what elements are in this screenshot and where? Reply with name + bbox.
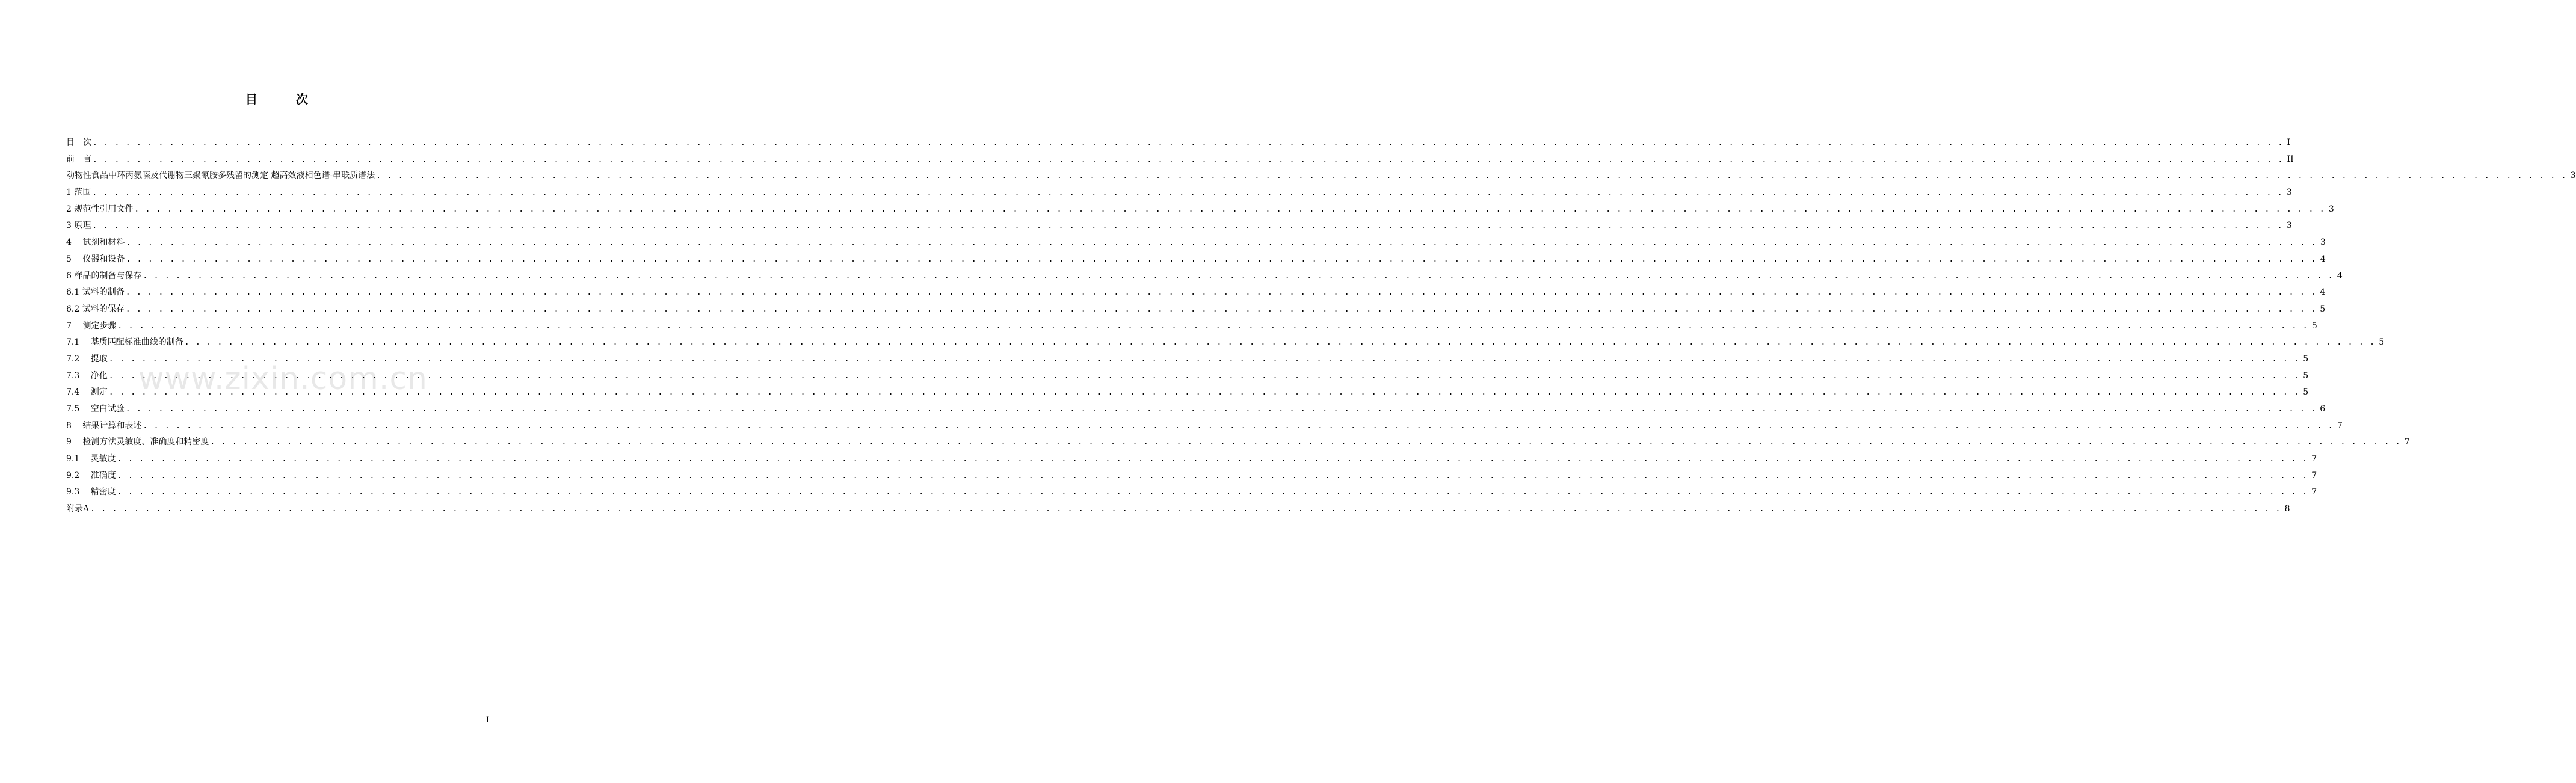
toc-entry[interactable] (66, 218, 2292, 235)
toc-entry-label: 7.1 基质匹配标准曲线的制备 (66, 337, 183, 348)
toc-leader-dots: . . . . . . . . . . . . . . . . . . . . . . . . . . . . . . . . . . . . . . . . . . . . . . . . . . . . . . . . . . . . . . . . . . . . . . . . . . . . . . . . . . . . . . . . . . . . . . . . . . . . . . . . . . . . . . . . . . . . . . . . . . . . . . . . . . . . . . . . . . . . . . . . . . . . . . . . . . . . . . . . . . . . . . . . . . . . . . . . . . . . . . . . . . . . . . . . . . . . . . . . (93, 155, 2284, 164)
toc-leader-dots: . . . . . . . . . . . . . . . . . . . . . . . . . . . . . . . . . . . . . . . . . . . . . . . . . . . . . . . . . . . . . . . . . . . . . . . . . . . . . . . . . . . . . . . . . . . . . . . . . . . . . . . . . . . . . . . . . . . . . . . . . . . . . . . . . . . . . . . . . . . . . . . . . . . . . . . . . . . . . . . . . . . . . . . . . . . . . . . . . . . . . . . . . . . . . . . . . . . . . . . . (92, 221, 2283, 231)
toc-entry[interactable] (66, 235, 2326, 251)
toc-leader-dots: . . . . . . . . . . . . . . . . . . . . . . . . . . . . . . . . . . . . . . . . . . . . . . . . . . . . . . . . . . . . . . . . . . . . . . . . . . . . . . . . . . . . . . . . . . . . . . . . . . . . . . . . . . . . . . . . . . . . . . . . . . . . . . . . . . . . . . . . . . . . . . . . . . . . . . . . . . . . . . . . . . . . . . . . . . . . . . . . . . . . . . . . . . . . . . . . . . . . . . . . (210, 438, 2401, 447)
toc-leader-dots: . . . . . . . . . . . . . . . . . . . . . . . . . . . . . . . . . . . . . . . . . . . . . . . . . . . . . . . . . . . . . . . . . . . . . . . . . . . . . . . . . . . . . . . . . . . . . . . . . . . . . . . . . . . . . . . . . . . . . . . . . . . . . . . . . . . . . . . . . . . . . . . . . . . . . . . . . . . . . . . . . . . . . . . . . . . . . . . . . . . . . . . . . . . . . . . . . . . . . . . . (184, 338, 2376, 348)
toc-entry-label: 7.2 提取 (66, 354, 108, 364)
toc-leader-dots: . . . . . . . . . . . . . . . . . . . . . . . . . . . . . . . . . . . . . . . . . . . . . . . . . . . . . . . . . . . . . . . . . . . . . . . . . . . . . . . . . . . . . . . . . . . . . . . . . . . . . . . . . . . . . . . . . . . . . . . . . . . . . . . . . . . . . . . . . . . . . . . . . . . . . . . . . . . . . . . . . . . . . . . . . . . . . . . . . . . . . . . . . . . . . . . . . . . . . . . . (108, 388, 2300, 398)
toc-entry-page: 7 (2404, 437, 2410, 447)
toc-leader-dots: . . . . . . . . . . . . . . . . . . . . . . . . . . . . . . . . . . . . . . . . . . . . . . . . . . . . . . . . . . . . . . . . . . . . . . . . . . . . . . . . . . . . . . . . . . . . . . . . . . . . . . . . . . . . . . . . . . . . . . . . . . . . . . . . . . . . . . . . . . . . . . . . . . . . . . . . . . . . . . . . . . . . . . . . . . . . . . . . . . . . . . . . . . . . . . . . . . . . . . . . (117, 471, 2308, 481)
toc-entry-page: 5 (2311, 321, 2317, 331)
toc-leader-dots: . . . . . . . . . . . . . . . . . . . . . . . . . . . . . . . . . . . . . . . . . . . . . . . . . . . . . . . . . . . . . . . . . . . . . . . . . . . . . . . . . . . . . . . . . . . . . . . . . . . . . . . . . . . . . . . . . . . . . . . . . . . . . . . . . . . . . . . . . . . . . . . . . . . . . . . . . . . . . . . . . . . . . . . . . . . . . . . . . . . . . . . . . . . . . . . . . . . . . . . . (125, 304, 2317, 314)
toc-entry-page: II (2287, 154, 2294, 164)
toc-entry-page: 4 (2320, 254, 2326, 264)
toc-leader-dots: . . . . . . . . . . . . . . . . . . . . . . . . . . . . . . . . . . . . . . . . . . . . . . . . . . . . . . . . . . . . . . . . . . . . . . . . . . . . . . . . . . . . . . . . . . . . . . . . . . . . . . . . . . . . . . . . . . . . . . . . . . . . . . . . . . . . . . . . . . . . . . . . . . . . . . . . . . . . . . . . . . . . . . . . . . . . . . . . . . . . . . . . . . . . . . . . . . . . . . . . (376, 171, 2567, 181)
toc-entry-label: 7.4 测定 (66, 387, 108, 398)
toc-leader-dots: . . . . . . . . . . . . . . . . . . . . . . . . . . . . . . . . . . . . . . . . . . . . . . . . . . . . . . . . . . . . . . . . . . . . . . . . . . . . . . . . . . . . . . . . . . . . . . . . . . . . . . . . . . . . . . . . . . . . . . . . . . . . . . . . . . . . . . . . . . . . . . . . . . . . . . . . . . . . . . . . . . . . . . . . . . . . . . . . . . . . . . . . . . . . . . . . . . . . . . . . (143, 421, 2334, 431)
toc-entry-label: 附录A (66, 504, 90, 514)
toc-entry[interactable] (66, 334, 2385, 351)
toc-entry-page: 3 (2570, 171, 2576, 181)
toc-entry-page: 7 (2337, 420, 2343, 431)
toc-entry[interactable] (66, 284, 2326, 301)
toc-leader-dots: . . . . . . . . . . . . . . . . . . . . . . . . . . . . . . . . . . . . . . . . . . . . . . . . . . . . . . . . . . . . . . . . . . . . . . . . . . . . . . . . . . . . . . . . . . . . . . . . . . . . . . . . . . . . . . . . . . . . . . . . . . . . . . . . . . . . . . . . . . . . . . . . . . . . . . . . . . . . . . . . . . . . . . . . . . . . . . . . . . . . . . . . . . . . . . . . . . . . . . . . (125, 288, 2317, 298)
toc-leader-dots: . . . . . . . . . . . . . . . . . . . . . . . . . . . . . . . . . . . . . . . . . . . . . . . . . . . . . . . . . . . . . . . . . . . . . . . . . . . . . . . . . . . . . . . . . . . . . . . . . . . . . . . . . . . . . . . . . . . . . . . . . . . . . . . . . . . . . . . . . . . . . . . . . . . . . . . . . . . . . . . . . . . . . . . . . . . . . . . . . . . . . . . . . . . . . . . . . . . . . . . . (108, 354, 2300, 364)
toc-leader-dots: . . . . . . . . . . . . . . . . . . . . . . . . . . . . . . . . . . . . . . . . . . . . . . . . . . . . . . . . . . . . . . . . . . . . . . . . . . . . . . . . . . . . . . . . . . . . . . . . . . . . . . . . . . . . . . . . . . . . . . . . . . . . . . . . . . . . . . . . . . . . . . . . . . . . . . . . . . . . . . . . . . . . . . . . . . . . . . . . . . . . . . . . . . . . . . . . . . . . . . . . (117, 488, 2308, 497)
toc-entry-label: 9 检测方法灵敏度、准确度和精密度 (66, 437, 209, 447)
toc-entry-page: 6 (2320, 404, 2326, 414)
toc-leader-dots: . . . . . . . . . . . . . . . . . . . . . . . . . . . . . . . . . . . . . . . . . . . . . . . . . . . . . . . . . . . . . . . . . . . . . . . . . . . . . . . . . . . . . . . . . . . . . . . . . . . . . . . . . . . . . . . . . . . . . . . . . . . . . . . . . . . . . . . . . . . . . . . . . . . . . . . . . . . . . . . . . . . . . . . . . . . . . . . . . . . . . . . . . . . . . . . . . . . . . . . . (126, 238, 2317, 248)
toc-entry-page: 4 (2320, 287, 2326, 298)
toc-entry[interactable] (66, 135, 2291, 152)
toc-entry[interactable] (66, 318, 2317, 335)
toc-entry[interactable] (66, 434, 2410, 451)
toc-entry-page: 5 (2303, 354, 2309, 364)
toc-entry-label: 3 原理 (66, 221, 91, 231)
toc-entry[interactable] (66, 201, 2334, 218)
toc-entry-label: 7.3 净化 (66, 370, 108, 381)
toc-entry[interactable] (66, 451, 2317, 468)
toc-entry[interactable] (66, 301, 2326, 318)
toc-entry-label: 6 样品的制备与保存 (66, 271, 142, 281)
toc-entry[interactable] (66, 268, 2343, 285)
toc-leader-dots: . . . . . . . . . . . . . . . . . . . . . . . . . . . . . . . . . . . . . . . . . . . . . . . . . . . . . . . . . . . . . . . . . . . . . . . . . . . . . . . . . . . . . . . . . . . . . . . . . . . . . . . . . . . . . . . . . . . . . . . . . . . . . . . . . . . . . . . . . . . . . . . . . . . . . . . . . . . . . . . . . . . . . . . . . . . . . . . . . . . . . . . . . . . . . . . . . . . . . . . . (126, 254, 2317, 264)
toc-entry[interactable] (66, 468, 2317, 485)
toc-leader-dots: . . . . . . . . . . . . . . . . . . . . . . . . . . . . . . . . . . . . . . . . . . . . . . . . . . . . . . . . . . . . . . . . . . . . . . . . . . . . . . . . . . . . . . . . . . . . . . . . . . . . . . . . . . . . . . . . . . . . . . . . . . . . . . . . . . . . . . . . . . . . . . . . . . . . . . . . . . . . . . . . . . . . . . . . . . . . . . . . . . . . . . . . . . . . . . . . . . . . . . . . (117, 321, 2308, 331)
toc-entry-page: 3 (2320, 238, 2326, 248)
toc-entry-label: 6.1 试料的制备 (66, 287, 125, 298)
toc-entry-label: 目 次 (66, 138, 91, 147)
toc-entry-label: 9.3 精密度 (66, 487, 116, 497)
toc-entry-page: 8 (2284, 504, 2290, 514)
toc-entry[interactable] (66, 168, 2576, 185)
toc-entry-page: 4 (2337, 271, 2343, 281)
toc-entry[interactable] (66, 384, 2309, 401)
toc-entry-label: 1 范围 (66, 188, 91, 198)
toc-entry-label: 7.5 空白试验 (66, 404, 125, 414)
toc-entry-page: 3 (2286, 221, 2292, 231)
toc-entry-page: 7 (2311, 454, 2317, 464)
toc-leader-dots: . . . . . . . . . . . . . . . . . . . . . . . . . . . . . . . . . . . . . . . . . . . . . . . . . . . . . . . . . . . . . . . . . . . . . . . . . . . . . . . . . . . . . . . . . . . . . . . . . . . . . . . . . . . . . . . . . . . . . . . . . . . . . . . . . . . . . . . . . . . . . . . . . . . . . . . . . . . . . . . . . . . . . . . . . . . . . . . . . . . . . . . . . . . . . . . . . . . . . . . . (134, 204, 2325, 214)
toc-entry-page: I (2287, 138, 2291, 147)
toc-entry-page: 5 (2379, 337, 2385, 348)
toc-leader-dots: . . . . . . . . . . . . . . . . . . . . . . . . . . . . . . . . . . . . . . . . . . . . . . . . . . . . . . . . . . . . . . . . . . . . . . . . . . . . . . . . . . . . . . . . . . . . . . . . . . . . . . . . . . . . . . . . . . . . . . . . . . . . . . . . . . . . . . . . . . . . . . . . . . . . . . . . . . . . . . . . . . . . . . . . . . . . . . . . . . . . . . . . . . . . . . . . . . . . . . . . (143, 271, 2334, 281)
toc-entry-page: 3 (2328, 204, 2334, 214)
toc-entry-label: 6.2 试料的保存 (66, 304, 125, 314)
toc-entry-label: 8 结果计算和表述 (66, 420, 142, 431)
toc-entry[interactable] (66, 401, 2326, 418)
toc-entry[interactable] (66, 152, 2294, 168)
table-of-contents (66, 135, 2576, 518)
toc-entry-page: 7 (2311, 470, 2317, 481)
toc-entry-label: 前 言 (66, 154, 91, 164)
toc-entry-label: 9.2 准确度 (66, 470, 116, 481)
toc-entry-label: 7 测定步骤 (66, 321, 117, 331)
toc-entry-page: 3 (2286, 188, 2292, 198)
page-number: I (486, 716, 490, 725)
toc-entry[interactable] (66, 501, 2290, 518)
toc-entry-page: 7 (2311, 487, 2317, 497)
toc-entry-label: 动物性食品中环丙氨嗪及代谢物三聚氰胺多残留的测定 超高效液相色谱-串联质谱法 (66, 171, 375, 181)
toc-entry[interactable] (66, 351, 2309, 368)
toc-leader-dots: . . . . . . . . . . . . . . . . . . . . . . . . . . . . . . . . . . . . . . . . . . . . . . . . . . . . . . . . . . . . . . . . . . . . . . . . . . . . . . . . . . . . . . . . . . . . . . . . . . . . . . . . . . . . . . . . . . . . . . . . . . . . . . . . . . . . . . . . . . . . . . . . . . . . . . . . . . . . . . . . . . . . . . . . . . . . . . . . . . . . . . . . . . . . . . . . . . . . . . . . (92, 188, 2283, 198)
toc-entry[interactable] (66, 368, 2309, 385)
toc-entry-label: 4 试剂和材料 (66, 238, 125, 248)
toc-leader-dots: . . . . . . . . . . . . . . . . . . . . . . . . . . . . . . . . . . . . . . . . . . . . . . . . . . . . . . . . . . . . . . . . . . . . . . . . . . . . . . . . . . . . . . . . . . . . . . . . . . . . . . . . . . . . . . . . . . . . . . . . . . . . . . . . . . . . . . . . . . . . . . . . . . . . . . . . . . . . . . . . . . . . . . . . . . . . . . . . . . . . . . . . . . . . . . . . . . . . . . . . (125, 405, 2317, 414)
toc-entry-page: 5 (2303, 370, 2309, 381)
toc-leader-dots: . . . . . . . . . . . . . . . . . . . . . . . . . . . . . . . . . . . . . . . . . . . . . . . . . . . . . . . . . . . . . . . . . . . . . . . . . . . . . . . . . . . . . . . . . . . . . . . . . . . . . . . . . . . . . . . . . . . . . . . . . . . . . . . . . . . . . . . . . . . . . . . . . . . . . . . . . . . . . . . . . . . . . . . . . . . . . . . . . . . . . . . . . . . . . . . . . . . . . . . . (93, 138, 2284, 147)
page-title: 目 次 (245, 92, 321, 106)
toc-leader-dots: . . . . . . . . . . . . . . . . . . . . . . . . . . . . . . . . . . . . . . . . . . . . . . . . . . . . . . . . . . . . . . . . . . . . . . . . . . . . . . . . . . . . . . . . . . . . . . . . . . . . . . . . . . . . . . . . . . . . . . . . . . . . . . . . . . . . . . . . . . . . . . . . . . . . . . . . . . . . . . . . . . . . . . . . . . . . . . . . . . . . . . . . . . . . . . . . . . . . . . . . (117, 455, 2308, 464)
toc-entry[interactable] (66, 484, 2317, 501)
toc-leader-dots: . . . . . . . . . . . . . . . . . . . . . . . . . . . . . . . . . . . . . . . . . . . . . . . . . . . . . . . . . . . . . . . . . . . . . . . . . . . . . . . . . . . . . . . . . . . . . . . . . . . . . . . . . . . . . . . . . . . . . . . . . . . . . . . . . . . . . . . . . . . . . . . . . . . . . . . . . . . . . . . . . . . . . . . . . . . . . . . . . . . . . . . . . . . . . . . . . . . . . . . . (108, 371, 2300, 381)
toc-entry-label: 9.1 灵敏度 (66, 454, 116, 464)
toc-entry-page: 5 (2303, 387, 2309, 398)
toc-entry[interactable] (66, 185, 2292, 201)
toc-entry-label: 2 规范性引用文件 (66, 204, 134, 214)
toc-leader-dots: . . . . . . . . . . . . . . . . . . . . . . . . . . . . . . . . . . . . . . . . . . . . . . . . . . . . . . . . . . . . . . . . . . . . . . . . . . . . . . . . . . . . . . . . . . . . . . . . . . . . . . . . . . . . . . . . . . . . . . . . . . . . . . . . . . . . . . . . . . . . . . . . . . . . . . . . . . . . . . . . . . . . . . . . . . . . . . . . . . . . . . . . . . . . . . . . . . . . . . . . (90, 505, 2281, 514)
watermark: www.zixin.com.cn (138, 361, 428, 397)
toc-entry[interactable] (66, 251, 2326, 268)
toc-entry-page: 5 (2320, 304, 2326, 314)
toc-entry[interactable] (66, 418, 2343, 435)
toc-entry-label: 5 仪器和设备 (66, 254, 125, 264)
